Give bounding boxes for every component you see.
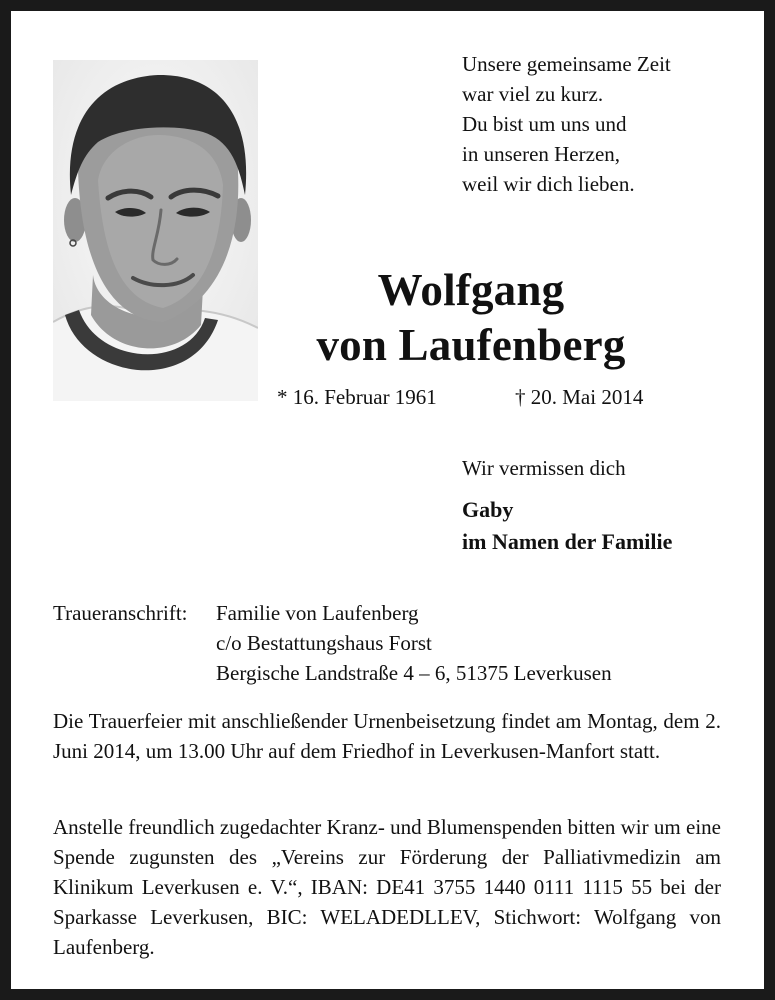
- portrait-illustration: [53, 60, 258, 401]
- address-line: c/o Bestattungshaus Forst: [216, 631, 432, 655]
- poem-line: in unseren Herzen,: [462, 142, 621, 166]
- birth-date: * 16. Februar 1961: [277, 385, 437, 409]
- farewell-message: Wir vermissen dich: [462, 456, 626, 480]
- poem-line: war viel zu kurz.: [462, 82, 604, 106]
- portrait-photo: [53, 60, 258, 401]
- poem-line: Du bist um uns und: [462, 112, 627, 136]
- signer-name: Gaby: [462, 497, 514, 522]
- donation-info-paragraph: Anstelle freundlich zugedachter Kranz- und Blumenspenden bitten wir um eine Spende zugunsten des „Vereins zur Förderung der Palliativmedizin am Klinikum Leverkusen e. V.“, IBAN: DE41 3755 1440 0111 1115 55 bei der Sparkasse Leverkusen, BIC: WELADEDLLEV, Stichwort: Wolfgang von Laufenberg.: [53, 815, 721, 959]
- deceased-name: [251, 263, 691, 373]
- address-line: Bergische Landstraße 4 – 6, 51375 Leverkusen: [216, 661, 612, 685]
- address-label: Traueranschrift:: [53, 601, 188, 625]
- address-line: Familie von Laufenberg: [216, 601, 419, 625]
- memorial-poem: [462, 49, 671, 199]
- poem-line: Unsere gemeinsame Zeit: [462, 52, 671, 76]
- first-name: Wolfgang: [377, 265, 565, 315]
- death-date: † 20. Mai 2014: [515, 385, 644, 409]
- address-lines: [216, 598, 612, 688]
- last-name: von Laufenberg: [316, 320, 626, 370]
- signer-note: im Namen der Familie: [462, 529, 673, 554]
- signature-block: [462, 494, 672, 558]
- funeral-info-paragraph: Die Trauerfeier mit anschließender Urnenbeisetzung findet am Montag, dem 2. Juni 2014, um 13.00 Uhr auf dem Friedhof in Leverkusen-Manfort statt.: [53, 709, 721, 763]
- poem-line: weil wir dich lieben.: [462, 172, 635, 196]
